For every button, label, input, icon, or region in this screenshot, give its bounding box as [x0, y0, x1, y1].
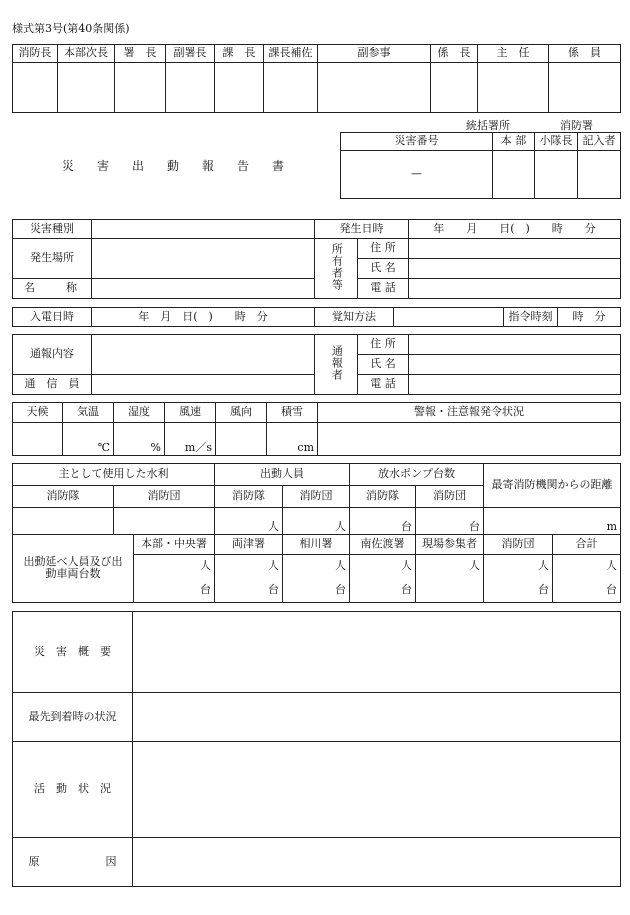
call-datetime-field[interactable]: 年 月 日( ) 時 分: [92, 308, 315, 327]
totals-person-field[interactable]: 人: [134, 554, 215, 578]
totals-header: 相川署: [283, 534, 350, 554]
wind-speed-field[interactable]: m／s: [165, 423, 216, 456]
approval-header: 課長補佐: [264, 45, 318, 63]
number-box: [340, 132, 621, 199]
stamp-cell[interactable]: [549, 63, 621, 113]
approval-header: 消防長: [13, 45, 58, 63]
stamp-cell[interactable]: [478, 63, 549, 113]
totals-vehicle-field[interactable]: 台: [553, 578, 621, 602]
summary-label: 災 害 概 要: [13, 612, 133, 693]
stamp-cell[interactable]: [58, 63, 115, 113]
stamp-cell[interactable]: [264, 63, 318, 113]
stamp-cell[interactable]: [431, 63, 478, 113]
detection-method-label: 覚知方法: [315, 308, 394, 327]
totals-vehicle-field[interactable]: [416, 578, 484, 602]
humidity-field[interactable]: %: [114, 423, 165, 456]
approval-header: 課 長: [215, 45, 264, 63]
number-header: 災害番号: [341, 133, 493, 151]
humidity-header: 湿度: [114, 403, 165, 423]
totals-vehicle-field[interactable]: 台: [283, 578, 350, 602]
approval-header: 署 長: [115, 45, 166, 63]
totals-vehicle-field[interactable]: 台: [350, 578, 416, 602]
approval-header: 本部次長: [58, 45, 115, 63]
totals-header: 両津署: [215, 534, 283, 554]
totals-header: 南佐渡署: [350, 534, 416, 554]
totals-vehicle-field[interactable]: 台: [215, 578, 283, 602]
weather-header: 天候: [13, 403, 63, 423]
approval-header: 副参事: [318, 45, 431, 63]
water-fire-corps-header: 消防団: [114, 486, 215, 508]
stamp-cell[interactable]: [166, 63, 215, 113]
personnel-fire-dept-header: 消防隊: [215, 486, 283, 508]
activity-field[interactable]: [133, 742, 621, 838]
name-field[interactable]: [92, 279, 315, 299]
weather-field[interactable]: [13, 423, 63, 456]
stamp-cell[interactable]: [535, 151, 578, 199]
summary-field[interactable]: [133, 612, 621, 693]
totals-header: 現場参集者: [416, 534, 484, 554]
disaster-type-field[interactable]: [92, 220, 315, 239]
wind-direction-header: 風向: [216, 403, 267, 423]
location-label: 発生場所: [13, 239, 92, 279]
disaster-number-field[interactable]: —: [341, 151, 493, 199]
reporter-name-label: 氏 名: [358, 355, 409, 375]
reporter-phone-label: 電 話: [358, 375, 409, 395]
personnel-fire-corps-field[interactable]: 人: [283, 508, 350, 534]
stamp-cell[interactable]: [578, 151, 621, 199]
totals-header: 合計: [553, 534, 621, 554]
warning-field[interactable]: [318, 423, 621, 456]
approval-header: 係 員: [549, 45, 621, 63]
totals-header: 消防団: [484, 534, 553, 554]
occurrence-field[interactable]: 年 月 日( ) 時 分: [409, 220, 621, 239]
approval-header: 主 任: [478, 45, 549, 63]
wind-direction-field[interactable]: [216, 423, 267, 456]
water-fire-dept-header: 消防隊: [13, 486, 114, 508]
pump-fire-corps-field[interactable]: 台: [416, 508, 484, 534]
personnel-fire-corps-header: 消防団: [283, 486, 350, 508]
totals-person-field[interactable]: 人: [553, 554, 621, 578]
reporter-name-field[interactable]: [409, 355, 621, 375]
stamp-cell[interactable]: [493, 151, 535, 199]
totals-label: 出動延べ人員及び出動車両台数: [13, 534, 134, 603]
personnel-header: 出動人員: [215, 464, 350, 486]
totals-person-field[interactable]: 人: [350, 554, 416, 578]
office-label: 統括署所: [466, 119, 510, 132]
snow-field[interactable]: cm: [267, 423, 318, 456]
number-header: 本 部: [493, 133, 535, 151]
name-label: 名 称: [13, 279, 92, 299]
reporter-address-field[interactable]: [409, 335, 621, 355]
report-content-field[interactable]: [92, 335, 315, 375]
owner-phone-field[interactable]: [409, 279, 621, 299]
temperature-field[interactable]: ℃: [63, 423, 114, 456]
first-arrival-field[interactable]: [133, 693, 621, 742]
call-datetime-label: 入電日時: [13, 308, 92, 327]
approval-header: 副署長: [166, 45, 215, 63]
stamp-cell[interactable]: [318, 63, 431, 113]
stamp-cell[interactable]: [13, 63, 58, 113]
reporter-phone-field[interactable]: [409, 375, 621, 395]
totals-header: 本部・中央署: [134, 534, 215, 554]
totals-person-field[interactable]: 人: [283, 554, 350, 578]
wind-speed-header: 風速: [165, 403, 216, 423]
personnel-fire-dept-field[interactable]: 人: [215, 508, 283, 534]
owner-name-field[interactable]: [409, 259, 621, 279]
totals-person-field[interactable]: 人: [484, 554, 553, 578]
pump-fire-dept-header: 消防隊: [350, 486, 416, 508]
owner-address-label: 住 所: [358, 239, 409, 259]
report-content-label: 通報内容: [13, 335, 92, 375]
totals-person-field[interactable]: 人: [215, 554, 283, 578]
cause-field[interactable]: [133, 838, 621, 887]
disaster-type-label: 災害種別: [13, 220, 92, 239]
first-arrival-label: 最先到着時の状況: [13, 693, 133, 742]
owner-address-field[interactable]: [409, 239, 621, 259]
number-header: 記入者: [578, 133, 621, 151]
reporter-address-label: 住 所: [358, 335, 409, 355]
stamp-cell[interactable]: [215, 63, 264, 113]
form-number: 様式第3号(第40条関係): [12, 22, 130, 35]
snow-header: 積雪: [267, 403, 318, 423]
stamp-cell[interactable]: [115, 63, 166, 113]
page-title: 災害出動報告書: [62, 159, 308, 173]
detection-method-field[interactable]: [394, 308, 504, 327]
approval-table: [12, 44, 621, 113]
weather-table: [12, 402, 621, 456]
reporter-label: 通報者: [315, 335, 358, 395]
pump-fire-corps-header: 消防団: [416, 486, 484, 508]
distance-header: 最寄消防機関からの距離: [484, 464, 621, 508]
water-source-header: 主として使用した水利: [13, 464, 215, 486]
pump-header: 放水ポンプ台数: [350, 464, 484, 486]
fire-station-label: 消防署: [560, 119, 593, 132]
activity-label: 活 動 状 況: [13, 742, 133, 838]
cause-label: 原 因: [13, 838, 133, 887]
command-time-label: 指令時刻: [504, 308, 558, 327]
distance-field[interactable]: m: [484, 508, 621, 534]
water-fire-corps-field[interactable]: [114, 508, 215, 534]
approval-header: 係 長: [431, 45, 478, 63]
narrative-table: [12, 611, 621, 887]
owner-name-label: 氏 名: [358, 259, 409, 279]
caller-field[interactable]: [92, 375, 315, 395]
owner-label: 所有者等: [315, 239, 358, 299]
totals-vehicle-field[interactable]: 台: [134, 578, 215, 602]
water-fire-dept-field[interactable]: [13, 508, 114, 534]
incident-table: [12, 219, 621, 299]
occurrence-label: 発生日時: [315, 220, 409, 239]
location-field[interactable]: [92, 239, 315, 279]
command-time-field[interactable]: 時 分: [558, 308, 621, 327]
totals-vehicle-field[interactable]: 台: [484, 578, 553, 602]
temperature-header: 気温: [63, 403, 114, 423]
call-table: [12, 307, 621, 327]
report-table: [12, 334, 621, 395]
caller-label: 通 信 員: [13, 375, 92, 395]
totals-person-field[interactable]: 人: [416, 554, 484, 578]
owner-phone-label: 電 話: [358, 279, 409, 299]
number-header: 小隊長: [535, 133, 578, 151]
pump-fire-dept-field[interactable]: 台: [350, 508, 416, 534]
warning-header: 警報・注意報発令状況: [318, 403, 621, 423]
dispatch-table: [12, 463, 621, 603]
